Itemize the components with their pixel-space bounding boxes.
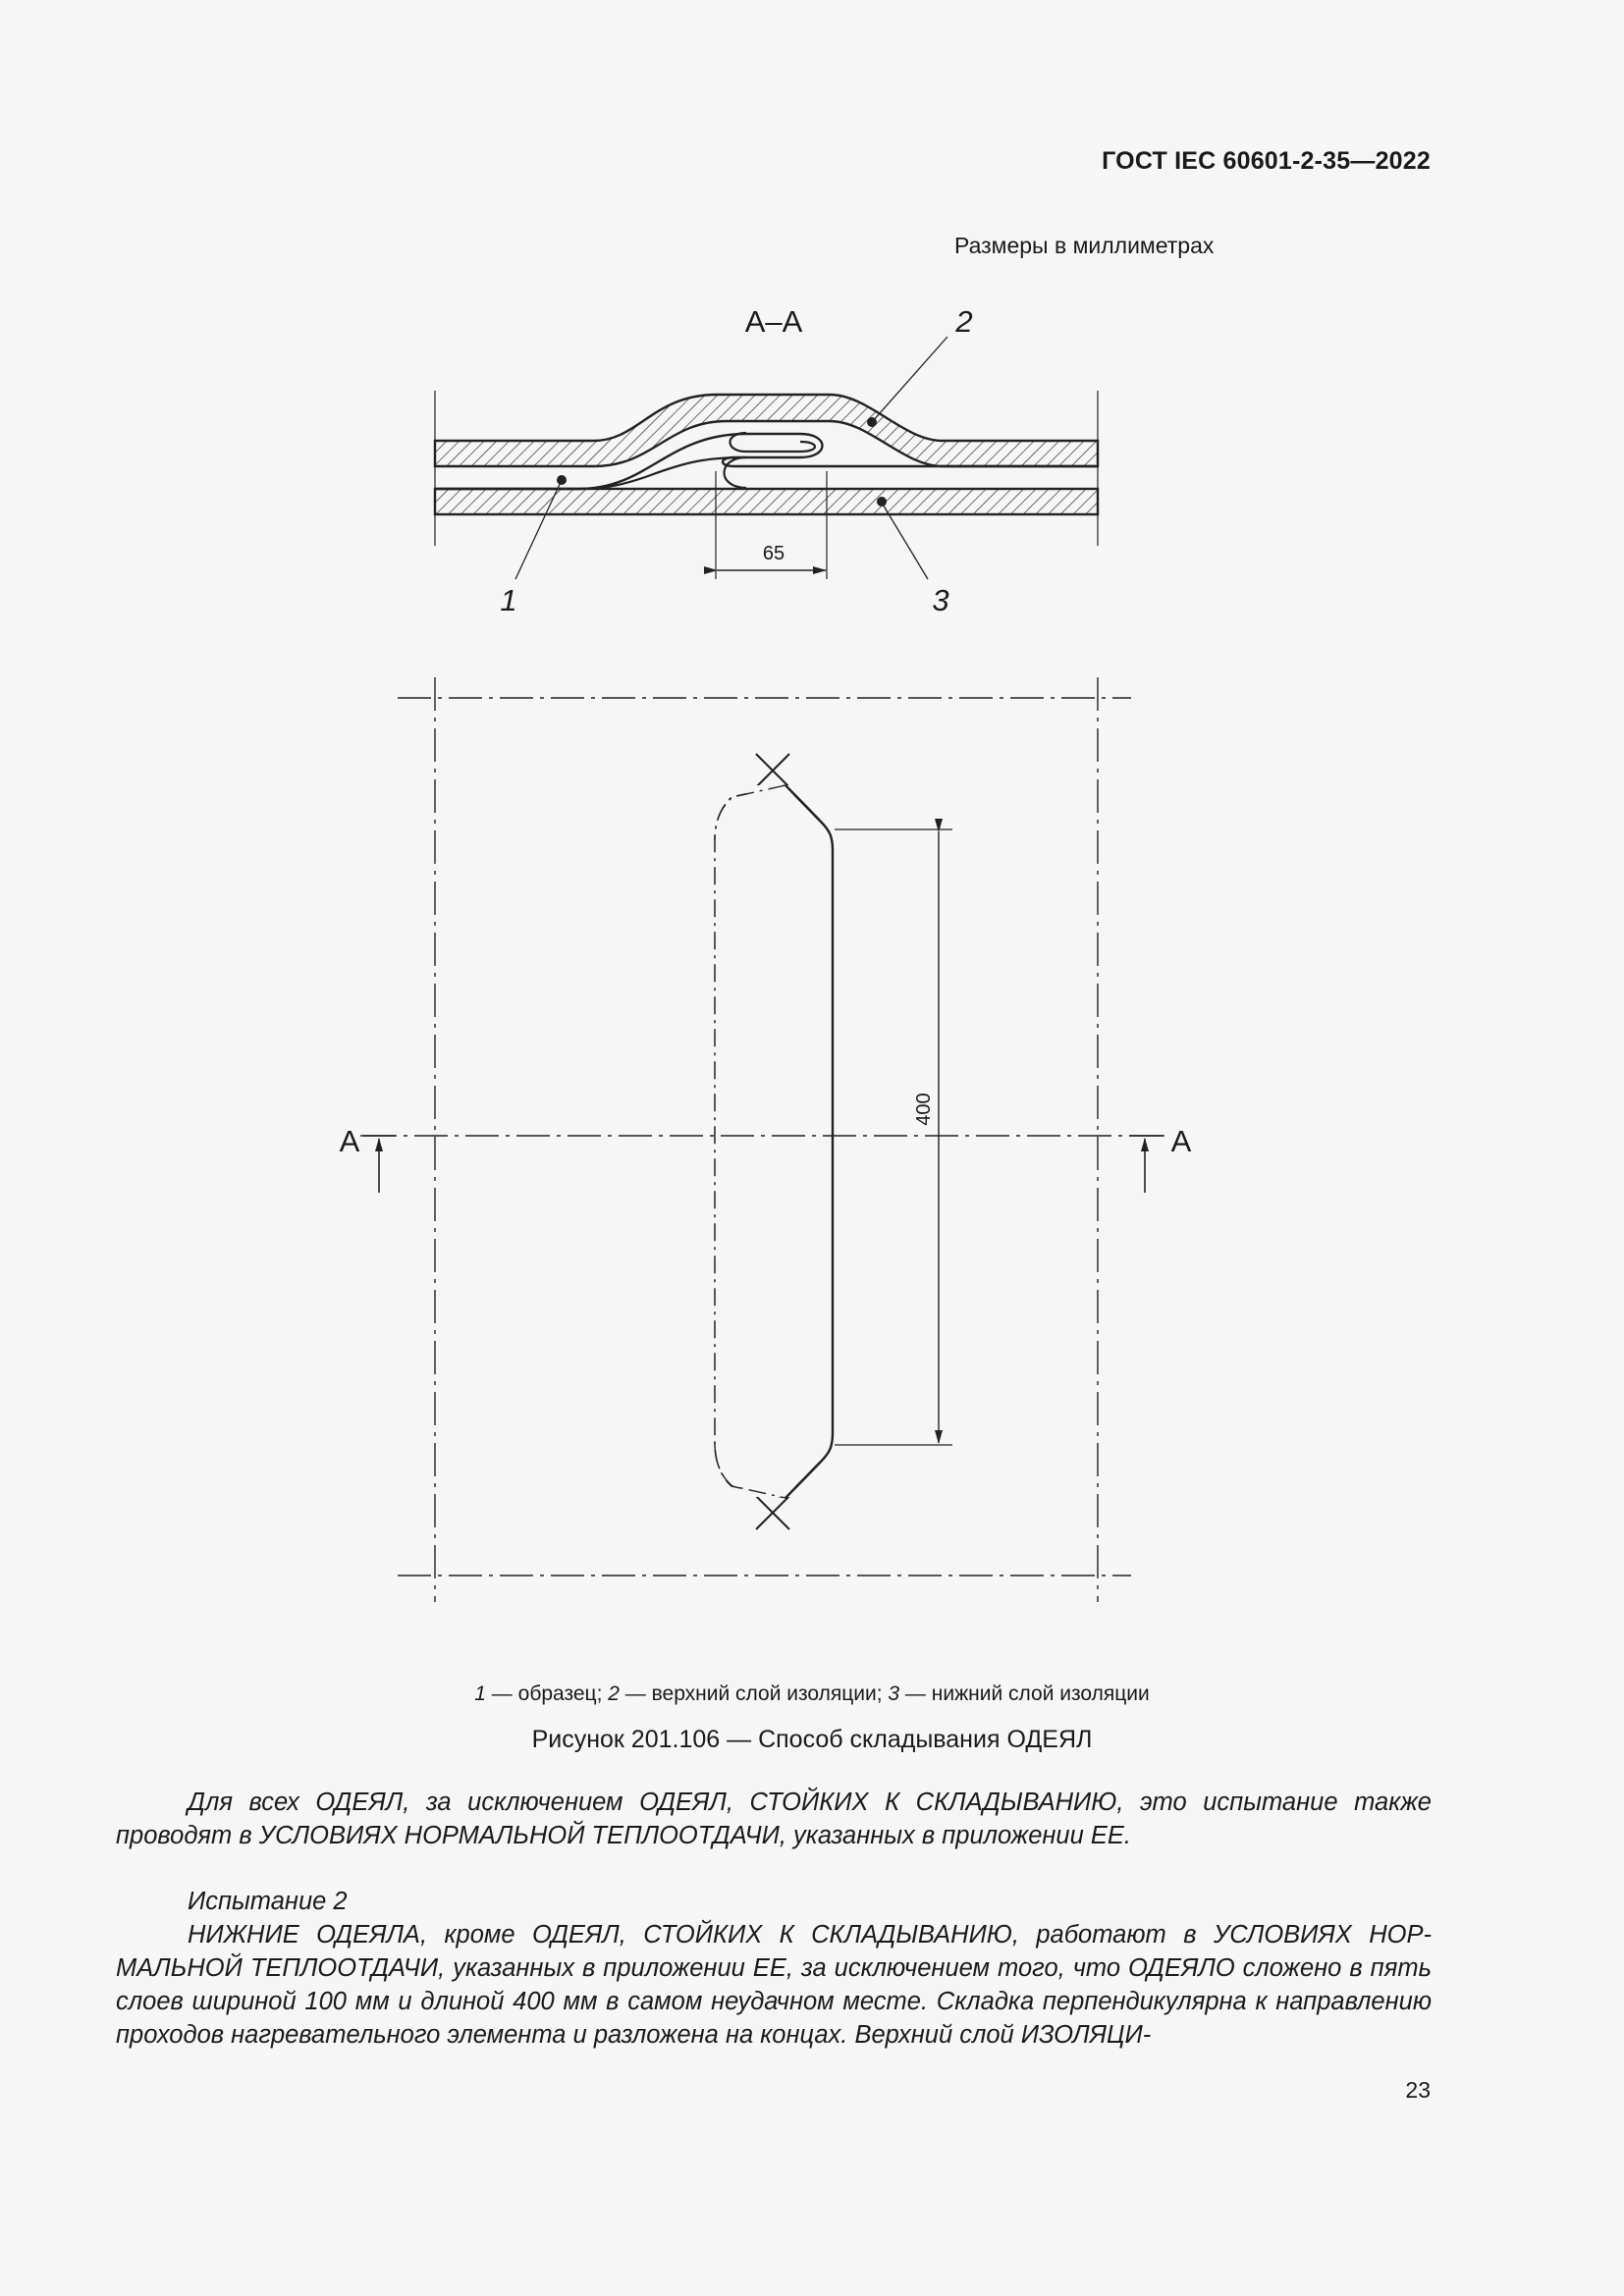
- paragraph-1: Для всех ОДЕЯЛ, за исключением ОДЕЯЛ, СТОЙКИХ К СКЛАДЫВАНИЮ, это испытание также проводят в УСЛОВИЯХ НОРМАЛЬНОЙ ТЕПЛООТДАЧИ, указанных в приложении ЕЕ.: [116, 1789, 1432, 1849]
- legend-num-1: 1: [474, 1682, 486, 1705]
- units-note: Размеры в миллиметрах: [954, 233, 1215, 258]
- leader-2: [872, 337, 947, 422]
- plan-view: [360, 677, 1168, 1602]
- standard-id: ГОСТ IEC 60601-2-35—2022: [1102, 147, 1431, 175]
- figure-legend: [0, 1682, 1624, 1706]
- callout-1: 1: [500, 583, 517, 617]
- legend-num-3: 3: [888, 1682, 900, 1705]
- callout-2: 2: [955, 304, 973, 339]
- fold-left-edge: [715, 785, 785, 1498]
- test-2-heading: Испытание 2: [188, 1888, 348, 1915]
- legend-num-2: 2: [608, 1682, 620, 1705]
- page-number: 23: [1405, 2077, 1431, 2103]
- bottom-insulation-layer: [435, 489, 1098, 514]
- dim-65-label: 65: [762, 543, 785, 564]
- section-mark-right: А: [1170, 1124, 1192, 1158]
- callout-3: 3: [932, 583, 949, 617]
- legend-text-1: — образец;: [485, 1682, 609, 1705]
- legend-text-2: — верхний слой изоляции;: [619, 1682, 889, 1705]
- legend-text-3: — нижний слой изоляции: [899, 1682, 1150, 1705]
- fold-right-edge: [785, 785, 833, 1498]
- point-3: [877, 497, 887, 507]
- paragraph-2: НИЖНИЕ ОДЕЯЛА, кроме ОДЕЯЛ, СТОЙКИХ К СКЛАДЫВАНИЮ, работают в УСЛОВИЯХ НОРМАЛЬНОЙ ТЕПЛООТДАЧИ, указанных в приложении ЕЕ, за исключением того, что ОДЕЯЛО сложено в пять слоев шириной 100 мм и длиной 400 мм в самом неудачном месте. Складка перпендикулярна к направлению проходов нагревательного элемента и разложена на концах. Верхний слой ИЗОЛЯЦИ-: [116, 1921, 1432, 2049]
- section-mark-left: А: [339, 1124, 360, 1158]
- point-1: [557, 475, 567, 485]
- figure-caption: Рисунок 201.106 — Способ складывания ОДЕЯЛ: [531, 1726, 1093, 1753]
- dim-400-label: 400: [913, 1093, 935, 1126]
- section-title: А–А: [744, 304, 803, 339]
- top-insulation-layer: [435, 395, 1098, 466]
- point-2: [867, 417, 877, 427]
